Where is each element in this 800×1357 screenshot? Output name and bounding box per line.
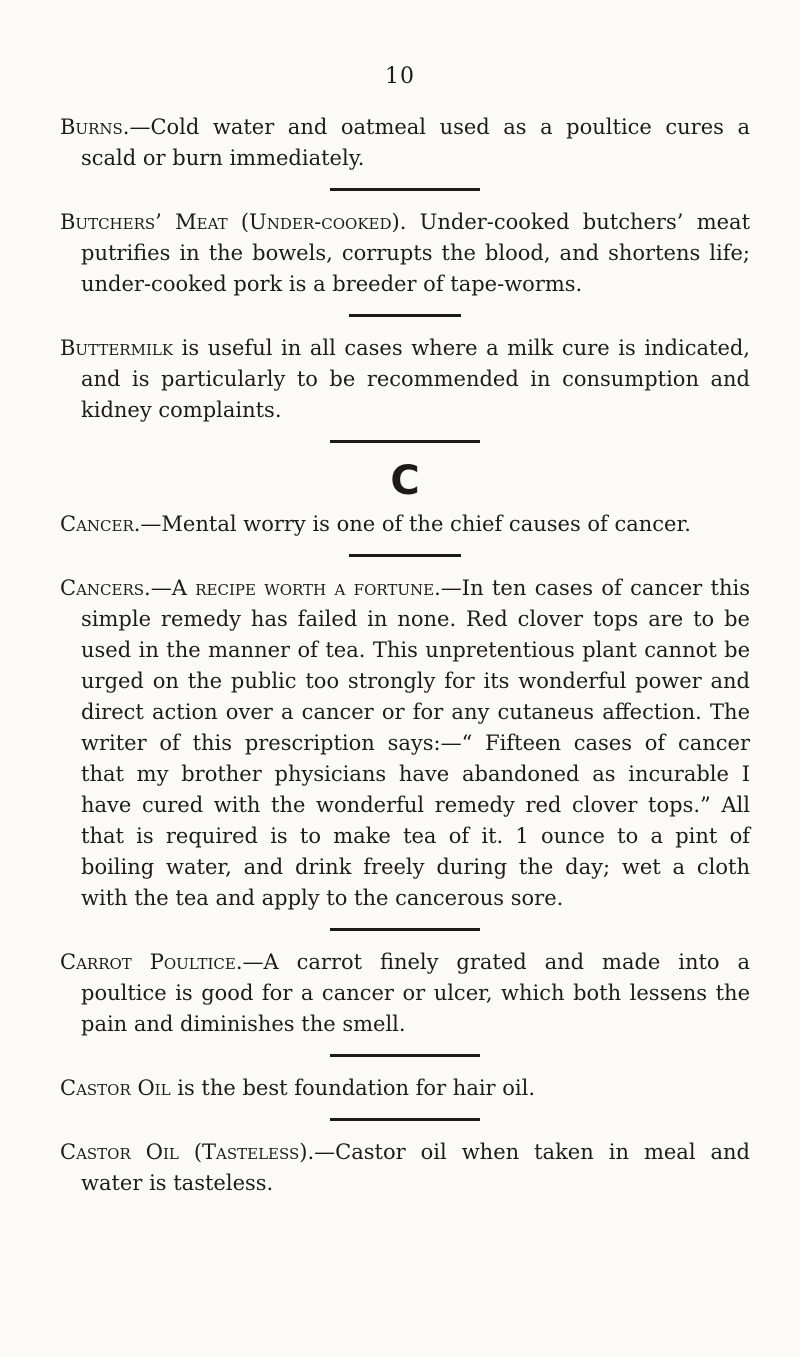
entry-cancers — [60, 573, 750, 914]
entry-term: Cancers.—A recipe worth a fortune. — [60, 576, 441, 600]
divider-rule — [349, 554, 461, 557]
entry-text: —A carrot finely grated and made into a poultice is good for a cancer or ulcer, which both lessens the pain and diminishes the smell. — [81, 950, 750, 1036]
entry-term: Carrot Poultice. — [60, 950, 243, 974]
entry-burns — [60, 112, 750, 174]
entry-text: Under-cooked butchers’ meat putrifies in the bowels, corrupts the blood, and shortens life; under-cooked pork is a breeder of tape-worms. — [81, 210, 751, 296]
section-letter: C — [390, 458, 420, 504]
divider-rule — [330, 1118, 480, 1121]
entry-text: —Cold water and oatmeal used as a poultice cures a scald or burn immediately. — [81, 115, 750, 170]
entry-term: Burns. — [60, 115, 130, 139]
divider-rule — [330, 188, 480, 191]
divider-rule — [330, 1054, 480, 1057]
divider-rule — [330, 440, 480, 443]
entry-text: is the best foundation for hair oil. — [170, 1076, 536, 1100]
entry-term: Cancer. — [60, 512, 141, 536]
entry-text: —Castor oil when taken in meal and water is tasteless. — [81, 1140, 750, 1195]
entry-term: Castor Oil (Tasteless). — [60, 1140, 315, 1164]
divider-rule — [330, 928, 480, 931]
entry-buttermilk — [60, 333, 750, 426]
entry-term: Buttermilk — [60, 336, 174, 360]
entry-carrot-poultice — [60, 947, 750, 1040]
entry-text: —In ten cases of cancer this simple remedy has failed in none. Red clover tops are to be used in the manner of tea. This unpretentious plant cannot be urged on the public too strongly for its wonderful power and direct action over a cancer or for any cutaneus affection. The writer of this prescription says:—“ Fifteen cases of cancer that my brother physicians have abandoned as incurable I have cured with the wonderful remedy red clover tops.” All that is required is to make tea of it. 1 ounce to a pint of boiling water, and drink freely during the day; wet a cloth with the tea and apply to the cancerous sore. — [81, 576, 750, 910]
entry-text: —Mental worry is one of the chief causes of cancer. — [140, 512, 691, 536]
page-number: 10 — [385, 64, 415, 89]
divider-rule — [349, 314, 461, 317]
entry-butchers-meat — [60, 207, 750, 300]
entry-term: Butchers’ Meat (Under-cooked). — [60, 210, 407, 234]
entry-castor-oil — [60, 1073, 750, 1104]
entry-castor-oil-tasteless — [60, 1137, 750, 1199]
page-content — [60, 112, 750, 1199]
entry-cancer — [60, 509, 750, 540]
entry-term: Castor Oil — [60, 1076, 171, 1100]
entry-text: is useful in all cases where a milk cure is indicated, and is particularly to be recommended in consumption and kidney complaints. — [81, 336, 750, 422]
